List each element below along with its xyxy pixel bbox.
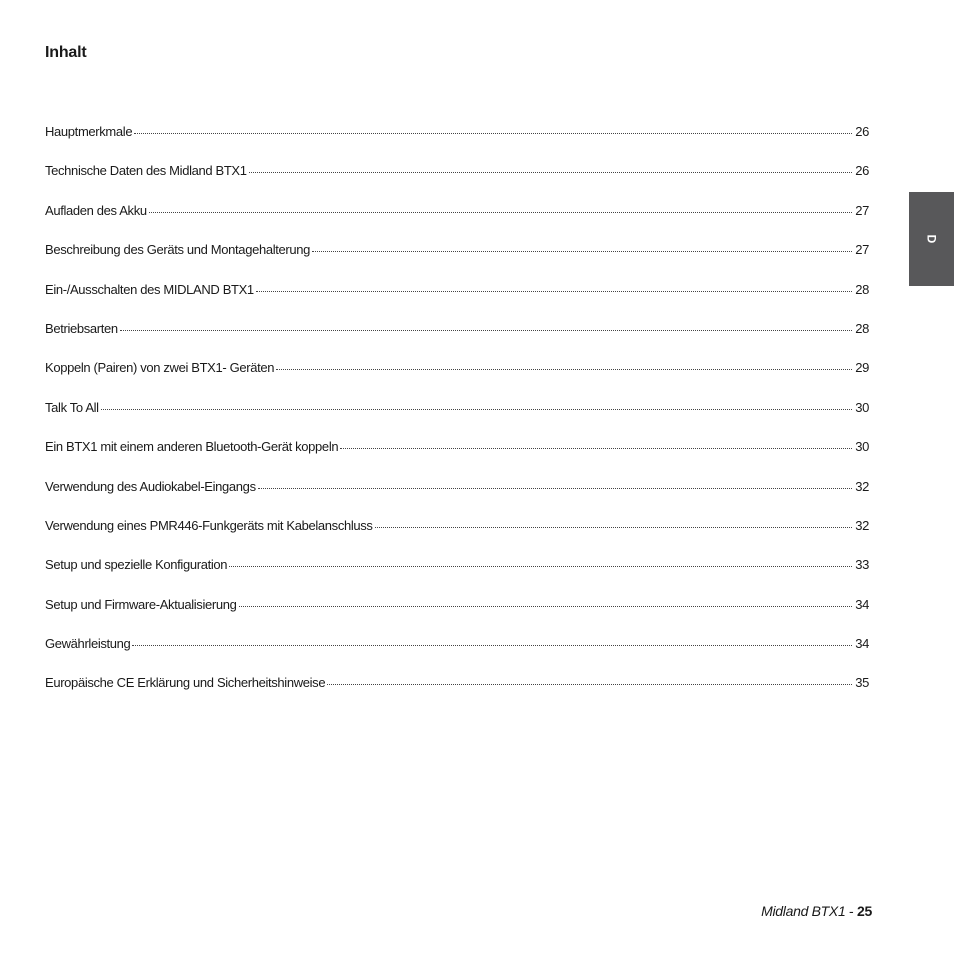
toc-entry-page: 35 bbox=[855, 675, 869, 691]
toc-entry-label: Betriebsarten bbox=[45, 320, 118, 336]
dot-leader bbox=[120, 330, 852, 331]
dot-leader bbox=[132, 645, 852, 646]
toc-entry-label: Setup und spezielle Konfiguration bbox=[45, 557, 228, 573]
toc-entry-hauptmerkmale[interactable] bbox=[45, 124, 869, 163]
toc-entry-label: Koppeln (Pairen) von zwei BTX1- Geräten bbox=[45, 360, 275, 376]
dot-leader bbox=[149, 212, 852, 213]
toc-entry-ce-erklaerung[interactable] bbox=[45, 675, 869, 714]
dot-leader bbox=[276, 369, 852, 370]
page-footer bbox=[761, 903, 872, 919]
toc-entry-betriebsarten[interactable] bbox=[45, 321, 869, 360]
toc-entry-pmr446[interactable] bbox=[45, 518, 869, 557]
toc-entry-page: 27 bbox=[855, 202, 869, 218]
toc-entry-label: Talk To All bbox=[45, 399, 99, 415]
dot-leader bbox=[375, 527, 853, 528]
toc-entry-label: Verwendung des Audiokabel-Eingangs bbox=[45, 478, 256, 494]
toc-entry-page: 28 bbox=[855, 281, 869, 297]
footer-page-number: 25 bbox=[857, 903, 872, 919]
toc-entry-page: 30 bbox=[855, 439, 869, 455]
toc-entry-page: 26 bbox=[855, 163, 869, 179]
toc-entry-page: 34 bbox=[855, 636, 869, 652]
toc-entry-page: 34 bbox=[855, 596, 869, 612]
toc-entry-setup-konfiguration[interactable] bbox=[45, 557, 869, 596]
dot-leader bbox=[229, 566, 852, 567]
dot-leader bbox=[258, 488, 853, 489]
dot-leader bbox=[239, 606, 853, 607]
toc-entry-page: 32 bbox=[855, 517, 869, 533]
toc-entry-page: 32 bbox=[855, 478, 869, 494]
footer-product-name: Midland BTX1 bbox=[761, 903, 846, 919]
dot-leader bbox=[340, 448, 852, 449]
toc-entry-audiokabel[interactable] bbox=[45, 479, 869, 518]
dot-leader bbox=[249, 172, 853, 173]
toc-entry-koppeln[interactable] bbox=[45, 360, 869, 399]
dot-leader bbox=[256, 291, 852, 292]
toc-entry-label: Ein BTX1 mit einem anderen Bluetooth-Gerät koppeln bbox=[45, 439, 339, 455]
language-side-tab bbox=[909, 192, 954, 286]
toc-entry-page: 27 bbox=[855, 242, 869, 258]
toc-entry-firmware[interactable] bbox=[45, 597, 869, 636]
toc-entry-page: 28 bbox=[855, 320, 869, 336]
toc-entry-label: Hauptmerkmale bbox=[45, 124, 133, 139]
toc-entry-ein-ausschalten[interactable] bbox=[45, 282, 869, 321]
toc-entry-gewaehrleistung[interactable] bbox=[45, 636, 869, 675]
toc-entry-label: Ein-/Ausschalten des MIDLAND BTX1 bbox=[45, 281, 254, 297]
toc-entry-label: Gewährleistung bbox=[45, 636, 131, 652]
toc-entry-label: Verwendung eines PMR446-Funkgeräts mit Kabelanschluss bbox=[45, 517, 373, 533]
toc-entry-technische-daten[interactable] bbox=[45, 163, 869, 202]
toc-entry-label: Aufladen des Akku bbox=[45, 202, 147, 218]
toc-entry-aufladen[interactable] bbox=[45, 203, 869, 242]
dot-leader bbox=[134, 133, 852, 134]
toc-entry-beschreibung[interactable] bbox=[45, 242, 869, 281]
toc-entry-label: Beschreibung des Geräts und Montagehalterung bbox=[45, 242, 311, 258]
dot-leader bbox=[101, 409, 853, 410]
table-of-contents bbox=[45, 124, 869, 715]
toc-entry-bluetooth-koppeln[interactable] bbox=[45, 439, 869, 478]
toc-entry-page: 26 bbox=[855, 124, 869, 139]
dot-leader bbox=[312, 251, 852, 252]
footer-separator: - bbox=[845, 903, 858, 919]
dot-leader bbox=[327, 684, 852, 685]
toc-entry-page: 33 bbox=[855, 557, 869, 573]
toc-entry-page: 29 bbox=[855, 360, 869, 376]
toc-entry-label: Setup und Firmware-Aktualisierung bbox=[45, 596, 237, 612]
toc-entry-page: 30 bbox=[855, 399, 869, 415]
page-title: Inhalt bbox=[45, 44, 87, 61]
toc-entry-talk-to-all[interactable] bbox=[45, 400, 869, 439]
toc-entry-label: Europäische CE Erklärung und Sicherheitshinweise bbox=[45, 675, 326, 691]
toc-entry-label: Technische Daten des Midland BTX1 bbox=[45, 163, 247, 179]
language-tab-letter: D bbox=[924, 234, 939, 244]
